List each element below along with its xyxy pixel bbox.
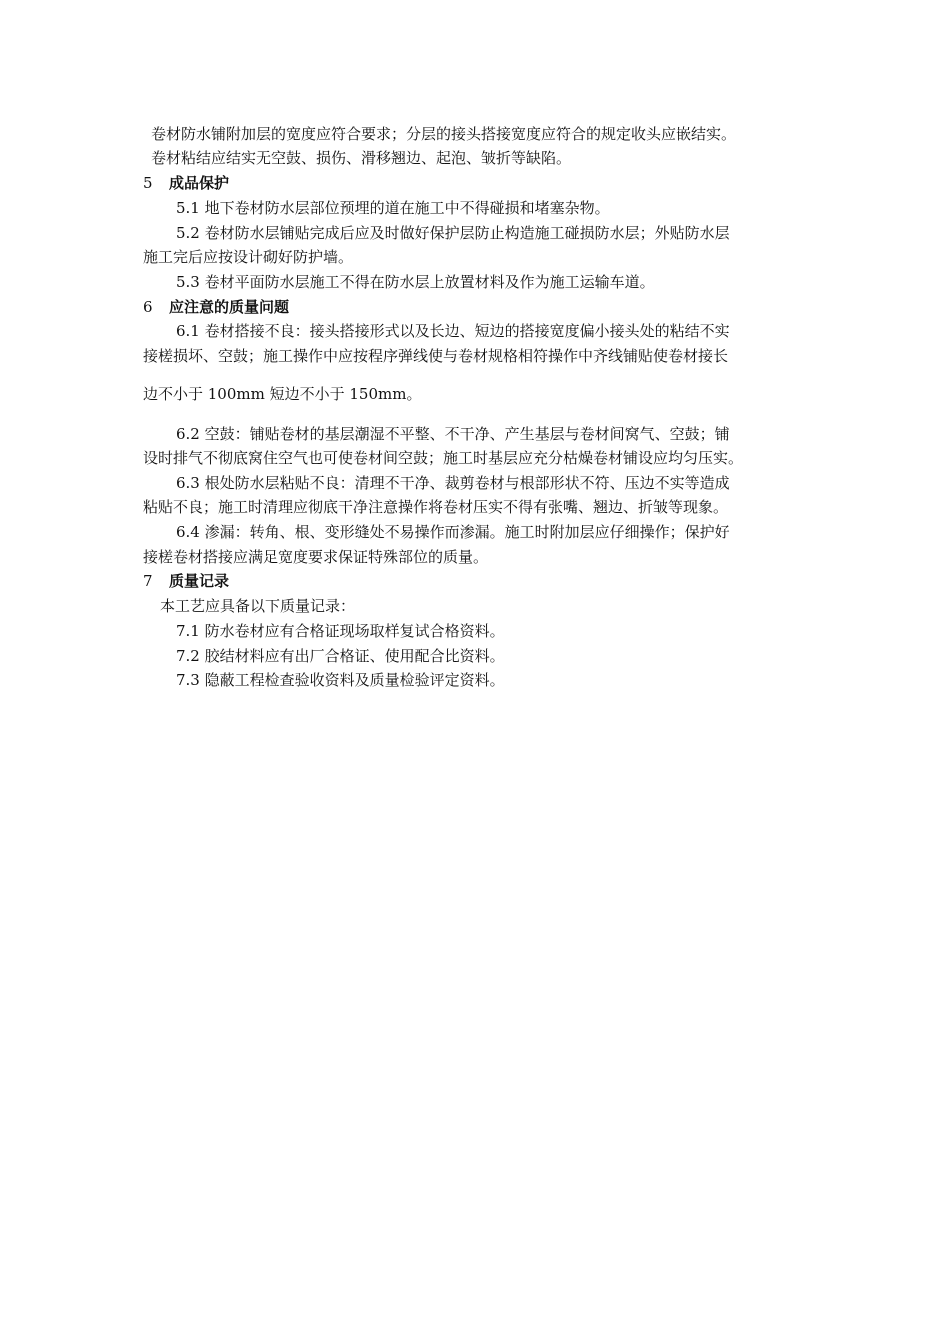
- paragraph-line: 接槎卷材搭接应满足宽度要求保证特殊部位的质量。: [143, 548, 489, 566]
- paragraph-line: 6.4 渗漏：转角、根、变形缝处不易操作而渗漏。施工时附加层应仔细操作；保护好: [176, 523, 730, 541]
- paragraph-line: 设时排气不彻底窝住空气也可使卷材间空鼓；施工时基层应充分枯燥卷材铺设应均匀压实。: [143, 449, 744, 467]
- section-number: 6: [143, 298, 153, 316]
- section-title: 应注意的质量问题: [169, 298, 290, 316]
- paragraph-line: 边不小于 100mm 短边不小于 150mm。: [143, 385, 422, 403]
- paragraph-line: 5.2 卷材防水层铺贴完成后应及时做好保护层防止构造施工碰损防水层；外贴防水层: [176, 224, 730, 242]
- paragraph-line: 7.2 胶结材料应有出厂合格证、使用配合比资料。: [176, 647, 505, 665]
- section-heading-7: [143, 571, 229, 591]
- paragraph-line: 粘贴不良；施工时清理应彻底干净注意操作将卷材压实不得有张嘴、翘边、折皱等现象。: [143, 498, 729, 516]
- paragraph-line: 卷材粘结应结实无空鼓、损伤、滑移翘边、起泡、皱折等缺陷。: [151, 149, 572, 167]
- section-heading-5: [143, 173, 229, 193]
- paragraph-line: 接槎损坏、空鼓；施工操作中应按程序弹线使与卷材规格相符操作中齐线铺贴使卷材接长: [143, 347, 729, 365]
- section-number: 7: [143, 572, 153, 590]
- paragraph-line: 本工艺应具备以下质量记录：: [160, 597, 356, 615]
- section-title: 质量记录: [169, 572, 230, 590]
- paragraph-line: 施工完后应按设计砌好防护墙。: [143, 248, 354, 266]
- paragraph-line: 6.1 卷材搭接不良：接头搭接形式以及长边、短边的搭接宽度偏小接头处的粘结不实: [176, 322, 730, 340]
- paragraph-line: 6.2 空鼓：铺贴卷材的基层潮湿不平整、不干净、产生基层与卷材间窝气、空鼓；铺: [176, 425, 730, 443]
- paragraph-line: 7.1 防水卷材应有合格证现场取样复试合格资料。: [176, 622, 505, 640]
- paragraph-line: 7.3 隐蔽工程检查验收资料及质量检验评定资料。: [176, 671, 505, 689]
- paragraph-line: 6.3 根处防水层粘贴不良：清理不干净、裁剪卷材与根部形状不符、压边不实等造成: [176, 474, 730, 492]
- paragraph-line: 5.1 地下卷材防水层部位预埋的道在施工中不得碰损和堵塞杂物。: [176, 199, 610, 217]
- section-heading-6: [143, 297, 289, 317]
- section-title: 成品保护: [169, 174, 230, 192]
- section-number: 5: [143, 174, 153, 192]
- paragraph-line: 卷材防水铺附加层的宽度应符合要求；分层的接头搭接宽度应符合的规定收头应嵌结实。: [151, 125, 737, 143]
- paragraph-line: 5.3 卷材平面防水层施工不得在防水层上放置材料及作为施工运输车道。: [176, 273, 655, 291]
